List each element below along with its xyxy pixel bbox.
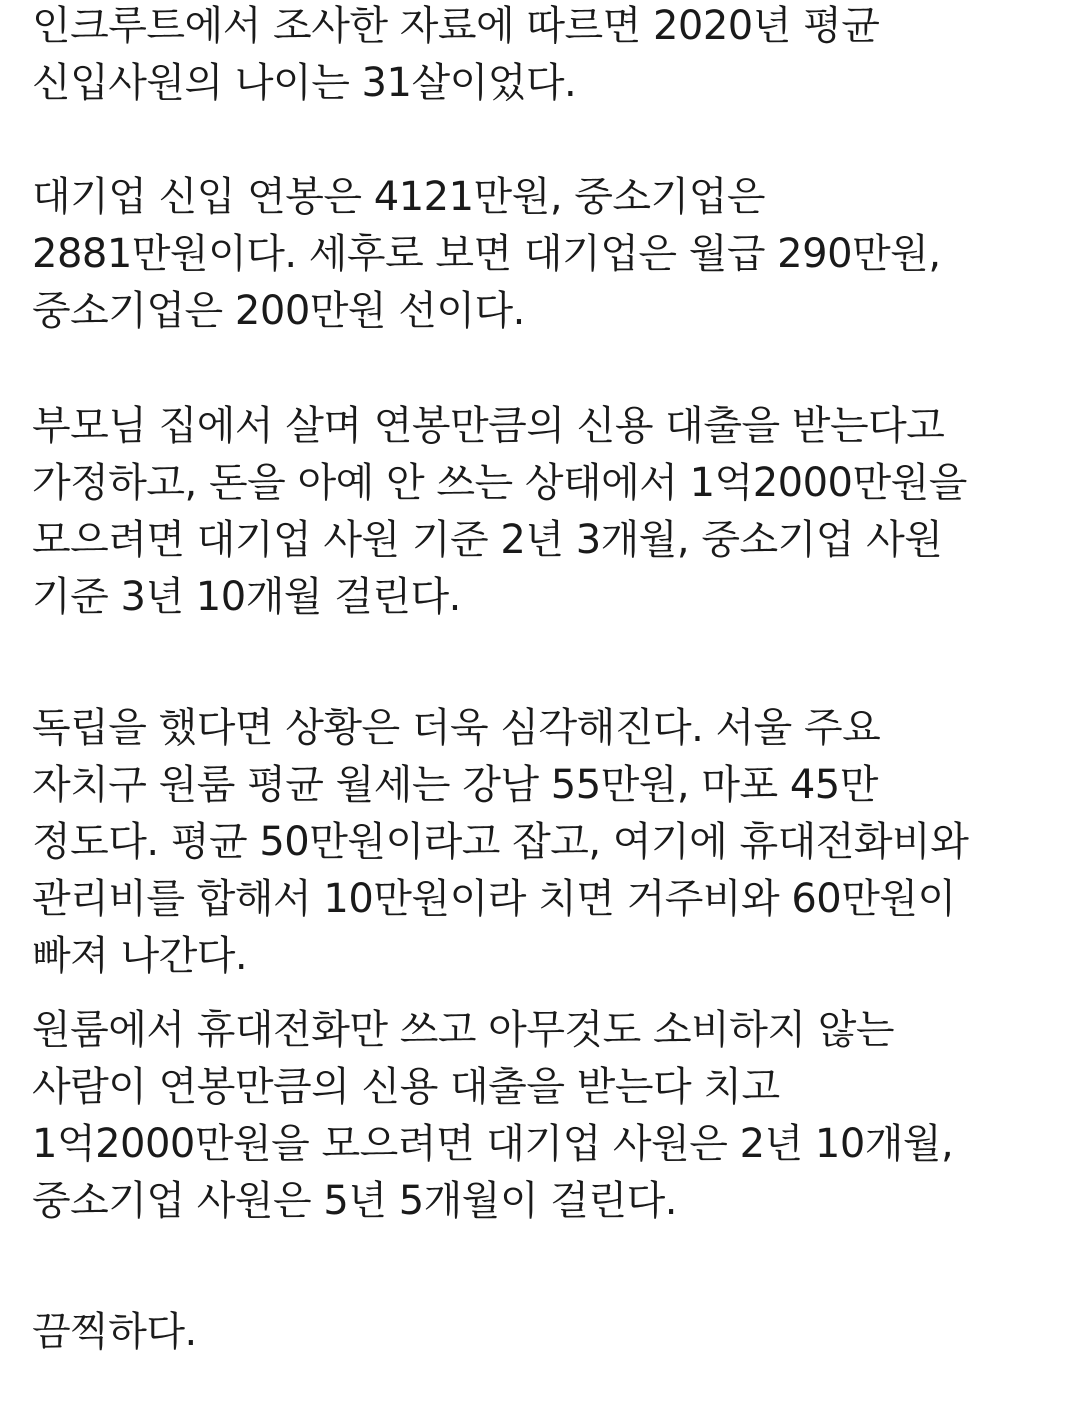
text-line: 가정하고, 돈을 아예 안 쓰는 상태에서 1억2000만원을 — [32, 460, 967, 506]
paragraph — [32, 1304, 197, 1361]
text-line: 자치구 원룸 평균 월세는 강남 55만원, 마포 45만 — [32, 762, 878, 808]
paragraph — [32, 700, 968, 985]
text-line: 대기업 신입 연봉은 4121만원, 중소기업은 — [32, 174, 765, 220]
paragraph — [32, 169, 941, 340]
text-line: 독립을 했다면 상황은 더욱 심각해진다. 서울 주요 — [32, 705, 881, 751]
text-line: 모으려면 대기업 사원 기준 2년 3개월, 중소기업 사원 — [32, 517, 943, 563]
text-line: 중소기업 사원은 5년 5개월이 걸린다. — [32, 1178, 677, 1224]
text-line: 끔찍하다. — [32, 1309, 197, 1355]
text-line: 사람이 연봉만큼의 신용 대출을 받는다 치고 — [32, 1064, 780, 1110]
text-line: 기준 3년 10개월 걸린다. — [32, 574, 461, 620]
text-line: 관리비를 합해서 10만원이라 치면 거주비와 60만원이 — [32, 876, 956, 922]
text-line: 정도다. 평균 50만원이라고 잡고, 여기에 휴대전화비와 — [32, 819, 969, 865]
paragraph — [32, 0, 879, 112]
paragraph — [32, 1002, 953, 1230]
text-line: 원룸에서 휴대전화만 쓰고 아무것도 소비하지 않는 — [32, 1007, 895, 1053]
text-line: 부모님 집에서 살며 연봉만큼의 신용 대출을 받는다고 — [32, 403, 945, 449]
text-line: 1억2000만원을 모으려면 대기업 사원은 2년 10개월, — [32, 1121, 954, 1167]
text-line: 중소기업은 200만원 선이다. — [32, 288, 525, 334]
text-line: 빠져 나간다. — [32, 933, 248, 979]
text-line: 인크루트에서 조사한 자료에 따르면 2020년 평균 — [32, 3, 880, 49]
paragraph — [32, 398, 967, 626]
text-line: 신입사원의 나이는 31살이었다. — [32, 60, 577, 106]
text-line: 2881만원이다. 세후로 보면 대기업은 월급 290만원, — [32, 231, 941, 277]
